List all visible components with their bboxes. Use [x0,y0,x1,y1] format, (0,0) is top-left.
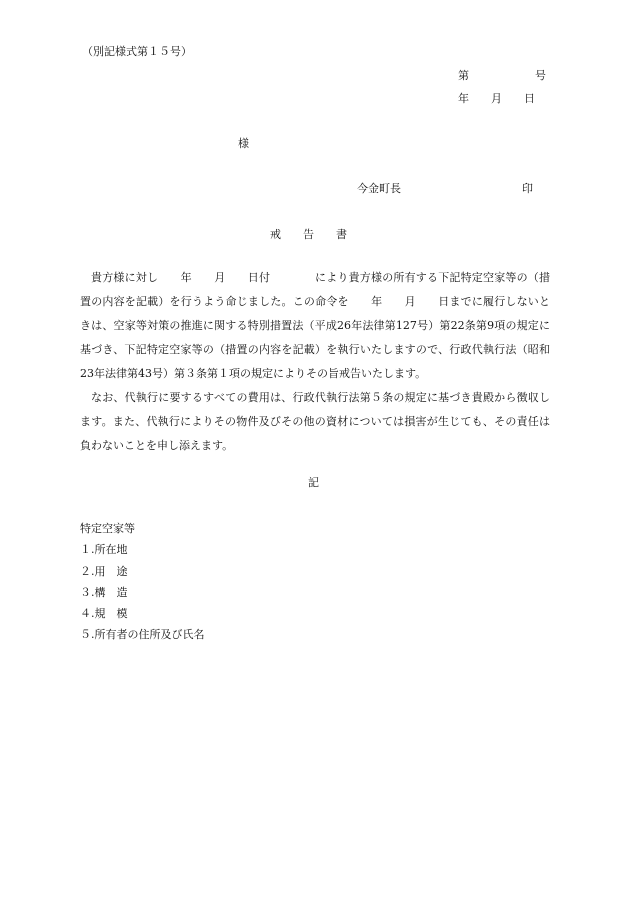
list-item: ３.構 造 [80,585,128,599]
ki-marker: 記 [308,476,319,489]
list-item: １.所在地 [80,543,128,557]
document-number: 第 号 [458,69,546,82]
list-item: ５.所有者の住所及び氏名 [80,628,205,642]
list-item: ２.用 途 [80,564,128,578]
document-date: 年 月 日 [458,92,535,105]
issuer-name: 今金町長 [357,182,401,195]
items-heading: 特定空家等 [80,522,135,535]
document-title: 戒 告 書 [270,228,347,241]
body-paragraph-1: 貴方様に対し 年 月 日付 により貴方様の所有する下記特定空家等の（措置の内容を記載）を行うよう命じました。この命令を 年 月 日までに履行しないときは、空家等対策の推進に関する特別措置法（平成26年法律第127号）第22条第9項の規定に基づき、下記特定空家等の（措置の内容を記載）を執行いたしますので、行政代執行法（昭和23年法律第43号）第３条第１項の規定によりその旨戒告いたします。 [80,271,550,380]
list-item: ４.規 模 [80,607,128,621]
property-items [80,518,205,646]
form-label: （別記様式第１５号） [82,45,192,58]
seal-mark: 印 [522,182,533,195]
addressee-honorific: 様 [238,137,249,150]
body-paragraph-2: なお、代執行に要するすべての費用は、行政代執行法第５条の規定に基づき貴殿から徴収します。また、代執行によりその物件及びその他の資材については損害が生じても、その責任は負わないことを申し添えます。 [80,391,550,452]
notice-body [80,266,550,458]
